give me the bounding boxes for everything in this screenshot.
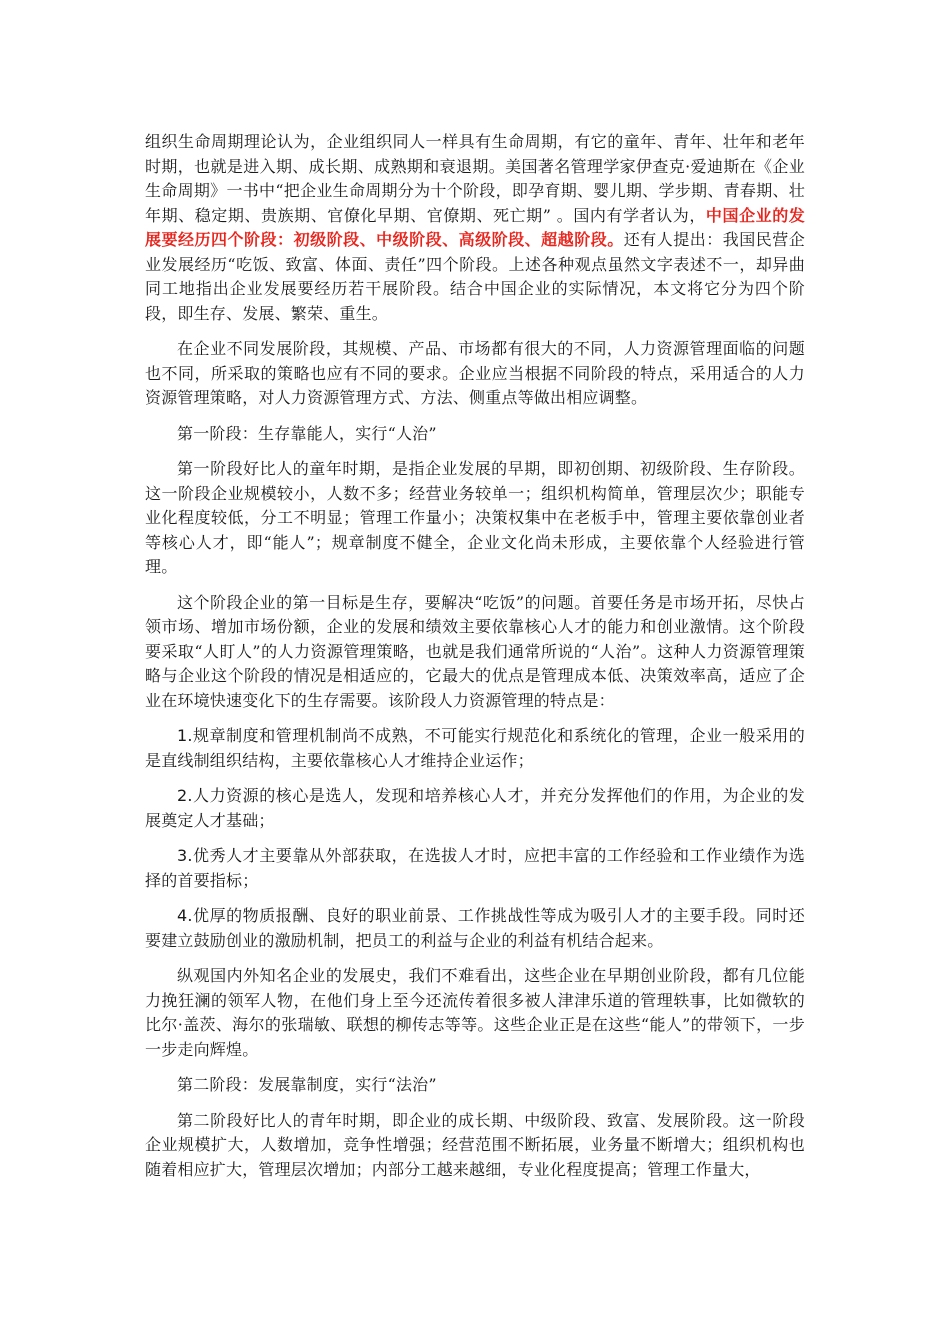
paragraph-intro (145, 130, 805, 326)
intro-text-a: 组织生命周期理论认为，企业组织同人一样具有生命周期，有它的童年、青年、壮年和老年时期，也就是进入期、成长期、成熟期和衰退期。美国著名管理学家伊查克·爱迪斯在《企业生命周期》一书中“把企业生命周期分为十个阶段，即孕育期、婴儿期、学步期、青春期、壮年期、稳定期、贵族期、官僚化早期、官僚期、死亡期” 。国内有学者认为， (145, 132, 805, 225)
list-item-text: .优秀人才主要靠从外部获取，在选拔人才时，应把丰富的工作经验和工作业绩作为选择的首要指标； (145, 846, 805, 890)
document-page (145, 130, 805, 1193)
intro-highlight: 中国企业的发展要经历四个阶段：初级阶段、中级阶段、高级阶段、超越阶段。 (145, 205, 805, 249)
list-item-number: 1 (177, 726, 188, 745)
paragraph-stage-two-description: 第二阶段好比人的青年时期，即企业的成长期、中级阶段、致富、发展阶段。这一阶段企业规模扩大，人数增加，竞争性增强；经营范围不断拓展，业务量不断增大；组织机构也随着相应扩大，管理层次增加；内部分工越来越细，专业化程度提高；管理工作量大， (145, 1110, 805, 1179)
list-item-text: .人力资源的核心是选人，发现和培养核心人才，并充分发挥他们的作用，为企业的发展奠定人才基础； (145, 786, 805, 830)
paragraph-examples: 纵观国内外知名企业的发展史，我们不难看出，这些企业在早期创业阶段，都有几位能力挽狂澜的领军人物，在他们身上至今还流传着很多被人津津乐道的管理轶事，比如微软的比尔·盖茨、海尔的张瑞敏、联想的柳传志等等。这些企业正是在这些“能人”的带领下，一步一步走向辉煌。 (145, 966, 805, 1059)
heading-stage-two: 第二阶段：发展靠制度，实行“法治” (177, 1075, 437, 1094)
list-item-text: .优厚的物质报酬、良好的职业前景、工作挑战性等成为吸引人才的主要手段。同时还要建立鼓励创业的激励机制，把员工的利益与企业的利益有机结合起来。 (145, 906, 805, 950)
list-item-number: 2 (177, 786, 188, 805)
list-item-number: 3 (177, 846, 188, 865)
paragraph-stage-one-description: 第一阶段好比人的童年时期，是指企业发展的早期，即初创期、初级阶段、生存阶段。这一阶段企业规模较小，人数不多；经营业务较单一；组织机构简单，管理层次少；职能专业化程度较低，分工不明显；管理工作量小；决策权集中在老板手中，管理主要依靠创业者等核心人才，即“能人”；规章制度不健全，企业文化尚未形成，主要依靠个人经验进行管理。 (145, 459, 805, 576)
list-item (145, 784, 805, 833)
list-item-text: .规章制度和管理机制尚不成熟，不可能实行规范化和系统化的管理，企业一般采用的是直线制组织结构，主要依靠核心人才维持企业运作； (145, 726, 805, 770)
list-item (145, 904, 805, 953)
list-item (145, 844, 805, 893)
list-item-number: 4 (177, 906, 188, 925)
paragraph-strategy: 在企业不同发展阶段，其规模、产品、市场都有很大的不同，人力资源管理面临的问题也不同，所采取的策略也应有不同的要求。企业应当根据不同阶段的特点，采用适合的人力资源管理策略，对人力资源管理方式、方法、侧重点等做出相应调整。 (145, 339, 805, 407)
paragraph-stage-one-goal: 这个阶段企业的第一目标是生存，要解决“吃饭”的问题。首要任务是市场开拓，尽快占领市场、增加市场份额，企业的发展和绩效主要依靠核心人才的能力和创业激情。这个阶段要采取“人盯人”的人力资源管理策略，也就是我们通常所说的“人治”。这种人力资源管理策略与企业这个阶段的情况是相适应的，它最大的优点是管理成本低、决策效率高，适应了企业在环境快速变化下的生存需要。该阶段人力资源管理的特点是： (145, 592, 805, 710)
intro-text-b: 还有人提出：我国民营企业发展经历“吃饭、致富、体面、责任”四个阶段。上述各种观点虽然文字表述不一，却异曲同工地指出企业发展要经历若干展阶段。结合中国企业的实际情况，本文将它分为四个阶段，即生存、发展、繁荣、重生。 (145, 230, 805, 323)
heading-stage-one: 第一阶段：生存靠能人，实行“人治” (177, 423, 437, 443)
list-item (145, 724, 805, 773)
